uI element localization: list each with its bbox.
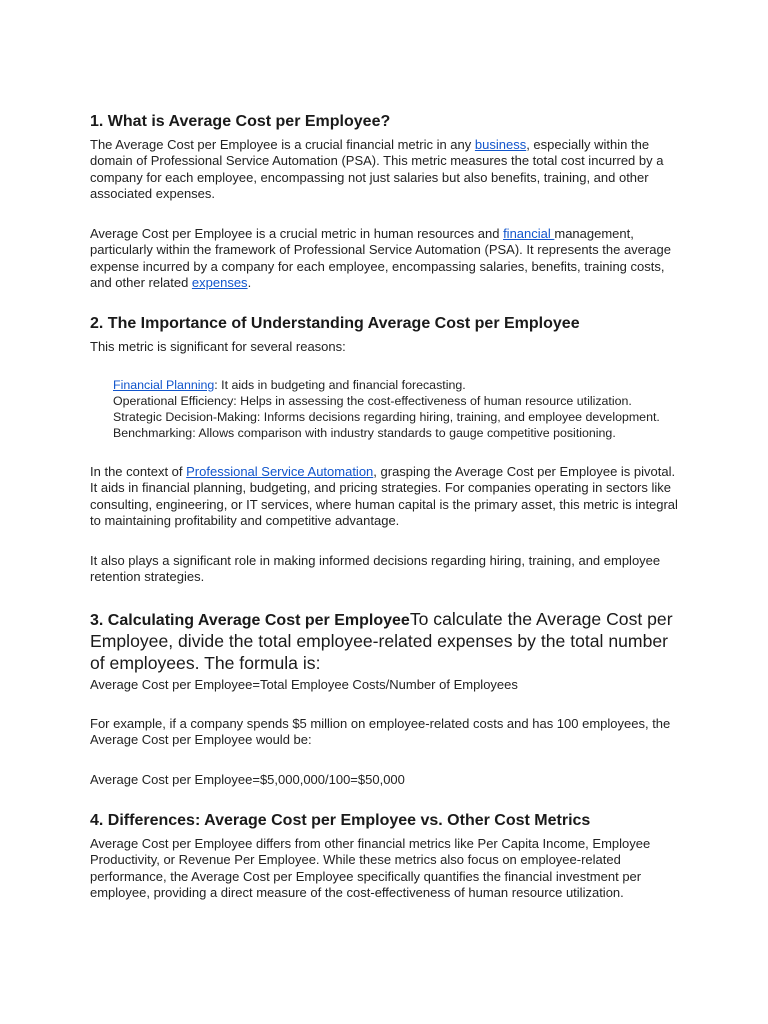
heading-bold-run: 3. Calculating Average Cost per Employee [90, 612, 410, 629]
psa-link[interactable]: Professional Service Automation [186, 464, 374, 479]
text-run: : It aids in budgeting and financial forecasting. [214, 378, 466, 392]
section-1-heading: 1. What is Average Cost per Employee? [90, 113, 391, 130]
section-2-intro: This metric is significant for several reasons: [90, 339, 346, 354]
section-4-paragraph-1: Average Cost per Employee differs from other financial metrics like Per Capita Income, Employee Productivity, or Revenue Per Employee. While these metrics also focus on employee-related performance, the Average Cost per Employee specifically quantifies the financial investment per employee, providing a direct measure of the cost-effectiveness of human resource utilization. [90, 836, 651, 900]
section-2-paragraph-1 [90, 464, 680, 529]
section-4-heading: 4. Differences: Average Cost per Employee vs. Other Cost Metrics [90, 812, 591, 829]
reasons-list [113, 377, 673, 441]
list-item [113, 377, 673, 393]
text-run: , especially within the domain of Professional Service Automation (PSA). This metric measures the total cost incurred by a company for each employee, encompassing not just salaries but also benefits, training, and other associated expenses. [90, 137, 664, 201]
financial-planning-link[interactable]: Financial Planning [113, 378, 215, 392]
result-text: Average Cost per Employee=$5,000,000/100=$50,000 [90, 772, 405, 787]
text-run: . [247, 274, 252, 290]
text-run: Average Cost per Employee is a crucial metric in human resources and [90, 226, 504, 241]
section-1-paragraph-1 [90, 137, 680, 202]
list-item: Benchmarking: Allows comparison with industry standards to gauge competitive positioning. [113, 426, 616, 440]
section-2-paragraph-2: It also plays a significant role in making informed decisions regarding hiring, training, and employee retention strategies. [90, 553, 661, 585]
list-item: Operational Efficiency: Helps in assessing the cost-effectiveness of human resource utilization. [113, 394, 632, 408]
formula-text: Average Cost per Employee=Total Employee Costs/Number of Employees [90, 677, 518, 692]
text-run: management, particularly within the framework of Professional Service Automation (PSA). It represents the average expense incurred by a company for each employee, encompassing salaries, benefits, training costs, and other related [90, 226, 671, 290]
financial-link[interactable]: financial [503, 226, 555, 241]
section-3-heading [90, 609, 680, 675]
expenses-link[interactable]: expenses [191, 274, 248, 290]
text-run: , grasping the Average Cost per Employee is pivotal. It aids in financial planning, budgeting, and pricing strategies. For companies operating in sectors like consulting, engineering, or IT services, where human capital is the primary asset, this metric is integral to maintaining profitability and competitive advantage. [90, 464, 678, 528]
business-link[interactable]: business [474, 137, 527, 152]
text-run: The Average Cost per Employee is a crucial financial metric in any [90, 137, 475, 152]
example-text: For example, if a company spends $5 million on employee-related costs and has 100 employees, the Average Cost per Employee would be: [90, 716, 671, 748]
text-run: In the context of [90, 464, 187, 479]
heading-tail-run: To calculate the Average Cost per Employee, divide the total employee-related expenses by the total number of employees. The formula is: [90, 609, 673, 673]
list-item: Strategic Decision-Making: Informs decisions regarding hiring, training, and employee development. [113, 410, 660, 424]
section-2-heading: 2. The Importance of Understanding Average Cost per Employee [90, 315, 580, 332]
section-1-paragraph-2 [90, 226, 680, 291]
